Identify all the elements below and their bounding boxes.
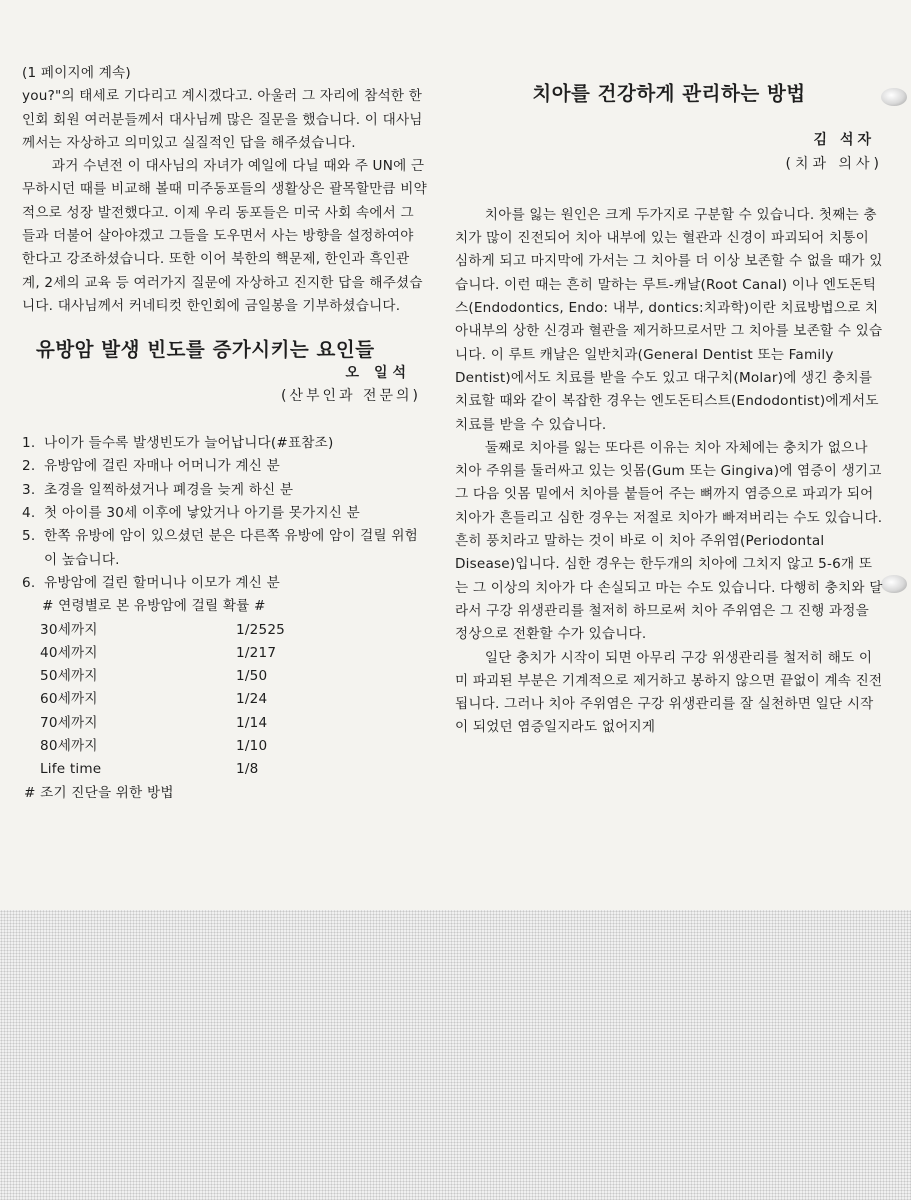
right-column <box>455 82 883 740</box>
table-row: 80세까지 1/10 <box>40 738 268 755</box>
table-row: 60세까지 1/24 <box>40 691 268 708</box>
intro-paragraph: 과거 수년전 이 대사님의 자녀가 예일에 다닐 때와 주 UN에 근무하시던 때를 비교해 볼때 미주동포들의 생활상은 괄목할만큼 비약적으로 성장 발전했다고. 이제 우리 동포들은 미국 사회 속에서 그들과 더불어 살아야겠고 그들을 도우면서 사는 방향을 설정하여야 한다고 강조하셨습니다. 또한 이어 북한의 핵문제, 한인과 흑인관계, 2세의 교육 등 여러가지 질문에 자상하고 진지한 답을 해주셨습니다. 대사님께서 커네티컷 한인회에 금일봉을 기부하셨습니다. <box>22 158 427 314</box>
dental-paragraph: 치아를 잃는 원인은 크게 두가지로 구분할 수 있습니다. 첫째는 충치가 많이 진전되어 치아 내부에 있는 혈관과 신경이 파괴되어 치통이 심하게 되고 마지막에 가서는 그 치아를 더 이상 보존할 수 없을 때가 있습니다. 이런 때는 흔히 말하는 루트-캐날(Root Canal) 이나 엔도돈틱스(Endodontics, Endo: 내부, dontics:치과학)이란 치료방법으로 치아내부의 상한 신경과 혈관을 제거하므로서만 그 치아를 보존할 수 있습니다. 이 루트 캐날은 일반치과(General Dentist 또는 Family Dentist)에서도 치료를 받을 수도 있고 대구치(Molar)에 생긴 충치를 치료할 때와 같이 복잡한 경우는 엔도돈티스트(Endodontist)에게서도 치료를 받을 수 있습니다. <box>455 206 883 433</box>
breast-cancer-article-title: 유방암 발생 빈도를 증가시키는 요인들 <box>36 338 375 362</box>
table-row: 70세까지 1/14 <box>40 714 268 731</box>
list-item: 4. 첫 아이를 30세 이후에 낳았거나 아기를 못가지신 분 <box>22 505 360 522</box>
list-item: 2. 유방암에 걸린 자매나 어머니가 계신 분 <box>22 458 280 475</box>
list-item: 3. 초경을 일찍하셨거나 폐경을 늦게 하신 분 <box>22 481 294 498</box>
dental-author: 김 석자 <box>813 132 875 149</box>
dental-paragraph: 둘째로 치아를 잃는 또다른 이유는 치아 자체에는 충치가 없으나 치아 주위를 둘러싸고 있는 잇몸(Gum 또는 Gingiva)에 염증이 생기고 그 다음 잇몸 밑에서 치아를 붙들어 주는 뼈까지 염증으로 파괴가 되어 치아가 흔들리고 심한 경우는 저절로 치아가 빠져버리는 수도 있습니다. 흔히 풍치라고 말하는 것이 바로 이 치아 주위염(Periodontal Disease)입니다. 심한 경우는 한두개의 치아에 그치지 않고 5-6개 또는 그 이상의 치아가 다 손실되고 마는 수도 있습니다. 다행히 충치와 달라서 구강 위생관리를 철저히 하므로써 치아 주위염은 그 진행 과정을 정상으로 전환할 수가 있습니다. <box>455 439 883 643</box>
dental-affiliation: (치과 의사) <box>785 155 883 172</box>
age-table-heading: # 연령별로 본 유방암에 걸릴 확률 # <box>42 598 266 615</box>
left-column <box>22 62 427 805</box>
continuation-note: (1 페이지에 계속) <box>22 65 131 81</box>
binder-hole-icon <box>881 575 907 593</box>
table-row: Life time 1/8 <box>40 761 259 778</box>
list-item: 5. 한쪽 유방에 암이 있으셨던 분은 다른쪽 유방에 암이 걸릴 위험이 높습니다. <box>22 528 418 568</box>
scan-dither-area <box>0 910 911 1200</box>
binder-hole-icon <box>881 88 907 106</box>
risk-factor-list <box>22 432 427 595</box>
intro-paragraph: you?"의 태세로 기다리고 계시겠다고. 아울러 그 자리에 참석한 한인회 회원 여러분들께서 대사님께 많은 질문을 했습니다. 이 대사님께서는 자상하고 의미있고 실질적인 답을 해주셨습니다. <box>22 88 423 151</box>
early-diagnosis-note: # 조기 진단을 위한 방법 <box>24 784 174 801</box>
breast-cancer-author: 오 일석 <box>345 364 411 381</box>
dental-paragraph: 일단 충치가 시작이 되면 아무리 구강 위생관리를 철저히 해도 이미 파괴된 부분은 기계적으로 제거하고 봉하지 않으면 끝없이 계속 진전됩니다. 그러나 치아 주위염은 구강 위생관리를 잘 실천하면 일단 시작이 되었던 염증일지라도 없어지게 <box>455 649 883 736</box>
table-row: 50세까지 1/50 <box>40 668 268 685</box>
breast-cancer-affiliation: (산부인과 전문의) <box>280 387 421 404</box>
table-row: 30세까지 1/2525 <box>40 621 286 638</box>
table-row: 40세까지 1/217 <box>40 644 277 661</box>
list-item: 1. 나이가 들수록 발생빈도가 늘어납니다(#표참조) <box>22 435 334 452</box>
age-risk-table <box>40 619 285 782</box>
list-item: 6. 유방암에 걸린 할머니나 이모가 계신 분 <box>22 574 280 591</box>
dental-article-title: 치아를 건강하게 관리하는 방법 <box>532 82 806 105</box>
